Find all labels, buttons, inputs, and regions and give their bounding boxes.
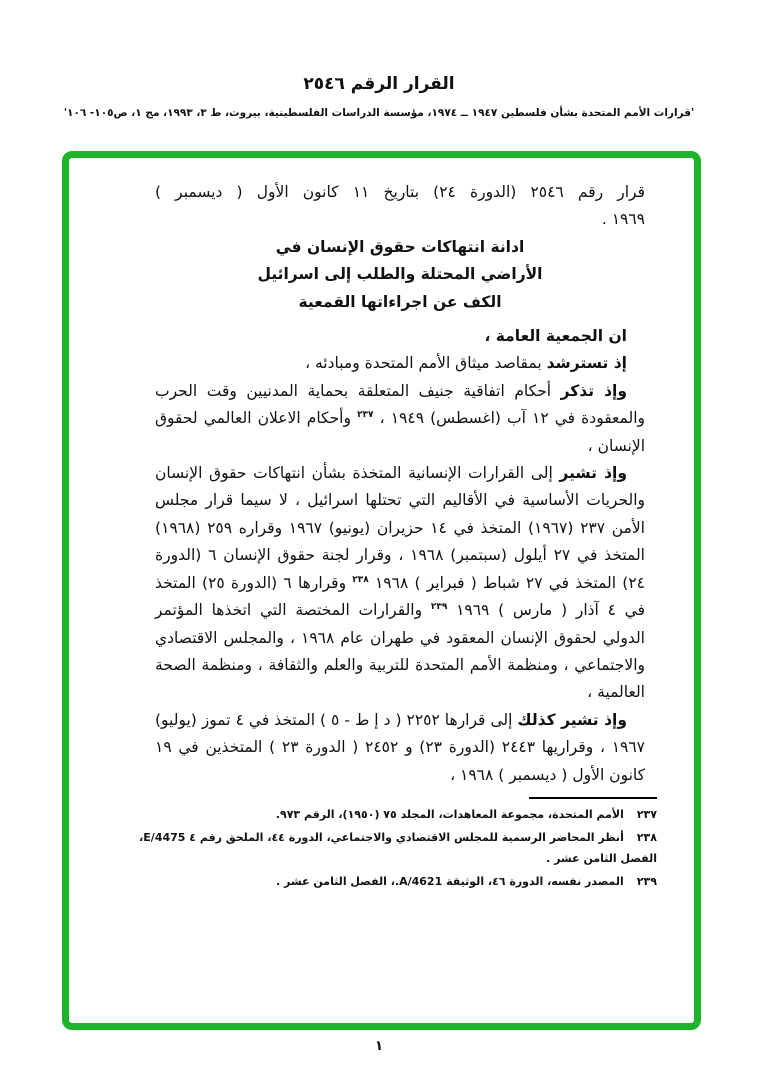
- footnote-number: ٢٣٩: [636, 874, 657, 888]
- resolution-intro-line2: ١٩٦٩ .: [601, 210, 645, 229]
- heading-line-1: ادانة انتهاكات حقوق الإنسان في: [275, 237, 525, 256]
- footnote-text: أنظر المحاضر الرسمية للمجلس الاقتصادي والاجتماعي، الدورة ٤٤، الملحق رقم ٤ E/4475، الفصل الثامن عشر .: [139, 830, 657, 865]
- footnote-reference: ٢٣٧: [357, 410, 374, 421]
- source-citation: 'قرارات الأمم المتحدة بشأن فلسطين ١٩٤٧ ــ ١٩٧٤، مؤسسة الدراسات الفلسطينية، بيروت، ط ٣، ١٩٩٣، مج ١، ص١٠٥- ١٠٦': [63, 107, 695, 119]
- text-run: أحكام اتفاقية جنيف المتعلقة بحماية المدنيين وقت الحرب والمعقودة في ١٢ آب (اغسطس) ١٩٤٩ ،: [155, 381, 645, 428]
- text-run: ان الجمعية العامة ،: [484, 327, 627, 346]
- footnotes-section: [139, 797, 657, 893]
- paragraph: [155, 460, 645, 707]
- resolution-intro-line1: قرار رقم ٢٥٤٦ (الدورة ٢٤) بتاريخ ١١ كانون الأول ( ديسمبر ): [155, 183, 645, 201]
- text-run: والقرارات المختصة التي اتخذها المؤتمر الدولي لحقوق الإنسان المعقود في طهران عام ١٩٦٨ ، والمجلس الاقتصادي والاجتماعي ، ومنظمة الأمم المتحدة للتربية والعلم والثقافة ، ومنظمة الصحة العالمية ،: [155, 601, 645, 702]
- text-run: وإذ تشير كذلك: [517, 710, 627, 729]
- text-run: إلى القرارات الإنسانية المتخذة بشأن انتهاكات حقوق الإنسان والحريات الأساسية في الأقاليم التي تحتلها اسرائيل ، لا سيما قرار مجلس الأمن ٢٣٧ (١٩٦٧) المتخذ في ١٤ حزيران (يونيو) ١٩٦٧ وقراره ٢٥٩ (١٩٦٨) المتخذ في ٢٧ أيلول (سبتمبر) ١٩٦٨ ، وقرار لجنة حقوق الإنسان ٦ (الدورة ٢٤) المتخذ في ٢٧ شباط ( فبراير ) ١٩٦٨: [155, 464, 645, 592]
- footnote: [139, 804, 657, 826]
- footnote-number: ٢٣٧: [636, 808, 657, 821]
- footnote: [139, 827, 657, 870]
- page-title: القرار الرقم ٢٥٤٦: [303, 74, 455, 94]
- heading-line-2: الأراضي المحتلة والطلب إلى اسرائيل: [257, 265, 543, 284]
- paragraph: [155, 707, 645, 789]
- footnote-number: ٢٣٨: [636, 830, 657, 844]
- text-run: بمقاصد ميثاق الأمم المتحدة ومبادئه ،: [305, 354, 547, 373]
- text-run: إلى قرارها ٢٢٥٢ ( د إ ط - ٥ ) المتخذ في ٤ تموز (يوليو) ١٩٦٧ ، وقراريها ٢٤٤٣ (الدورة ٢٣) و ٢٤٥٢ ( الدورة ٢٣ ) المتخذين في ١٩ كانون الأول ( ديسمبر ) ١٩٦٨ ،: [155, 710, 645, 784]
- paragraph: [155, 350, 645, 377]
- page-number: ١: [374, 1038, 384, 1054]
- text-run: وإذ تذكر: [560, 381, 628, 400]
- text-run: وأحكام الاعلان العالمي لحقوق الإنسان ،: [155, 409, 645, 455]
- text-run: إذ تسترشد: [546, 354, 627, 373]
- footnote-reference: ٢٣٩: [430, 602, 448, 613]
- footnote-text: الأمم المتحدة، مجموعة المعاهدات، المجلد ٧٥ (١٩٥٠)، الرقم ٩٧٣.: [275, 808, 624, 821]
- body-paragraphs: [155, 323, 645, 789]
- footnote-reference: ٢٣٨: [352, 574, 369, 585]
- footnote: [139, 871, 657, 893]
- footnote-separator: [529, 797, 657, 799]
- paragraph: [155, 323, 645, 350]
- text-run: وقرارها ٦ (الدورة ٢٥) المتخذ في ٤ آذار ( مارس ) ١٩٦٩: [155, 573, 645, 620]
- footnote-list: [139, 804, 657, 892]
- text-run: وإذ تشير: [559, 464, 627, 483]
- footnote-text: المصدر نفسه، الدورة ٤٦، الوثيقة A/4621.، الفصل الثامن عشر .: [275, 874, 624, 888]
- resolution-content: [69, 158, 694, 1023]
- resolution-box: [62, 151, 701, 1030]
- heading-line-3: الكف عن اجراءاتها القمعية: [298, 292, 502, 311]
- resolution-heading: [155, 234, 645, 316]
- paragraph: [155, 378, 645, 460]
